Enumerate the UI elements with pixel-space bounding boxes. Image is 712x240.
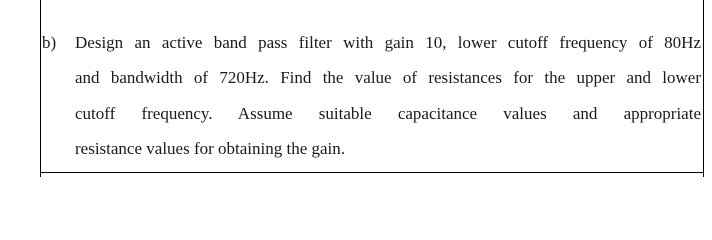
question-line-4: resistance values for obtaining the gain. <box>75 139 346 158</box>
question-line-2: and bandwidth of 720Hz. Find the value of resistances for the upper and lower <box>75 68 701 87</box>
question-line-3: cutoff frequency. Assume suitable capacitance values and appropriate <box>75 104 701 123</box>
question-line-1: Design an active band pass filter with gain 10, lower cutoff frequency of 80Hz <box>75 33 701 52</box>
table-bottom-rule <box>40 172 704 173</box>
question-label: b) <box>42 33 57 52</box>
